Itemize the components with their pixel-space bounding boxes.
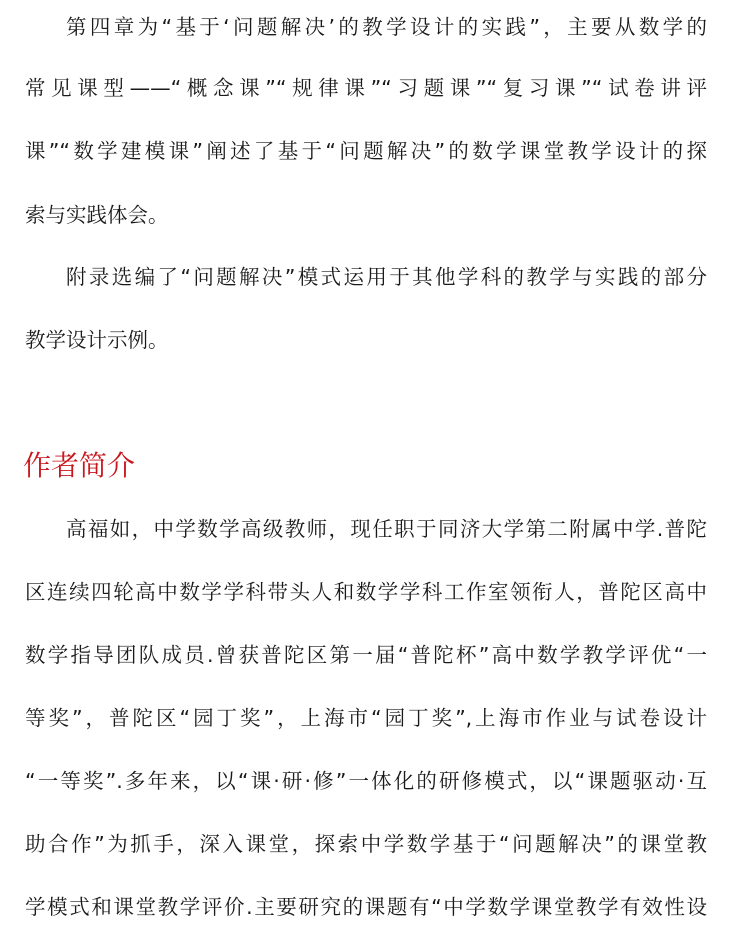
text-line: 索与实践体会。 <box>25 203 169 227</box>
text-line: 第四章为“基于‘问题解决’的教学设计的实践”，主要从数学的 <box>66 15 707 39</box>
text-line: 数学指导团队成员.曾获普陀区第一届“普陀杯”高中数学教学评优“一 <box>25 643 707 667</box>
text-line: 教学设计示例。 <box>25 328 169 352</box>
text-line: “一等奖”.多年来，以“课·研·修”一体化的研修模式，以“课题驱动·互 <box>25 769 707 793</box>
text-line: 等奖”，普陀区“园丁奖”，上海市“园丁奖”,上海市作业与试卷设计 <box>25 706 707 730</box>
text-line: 课”“数学建模课”阐述了基于“问题解决”的数学课堂教学设计的探 <box>25 139 707 163</box>
text-line: 高福如，中学数学高级教师，现任职于同济大学第二附属中学.普陀 <box>66 517 707 541</box>
text-line: 助合作”为抓手，深入课堂，探索中学数学基于“问题解决”的课堂教 <box>25 832 707 856</box>
text-line: 学模式和课堂教学评价.主要研究的课题有“中学数学课堂教学有效性设 <box>25 895 707 919</box>
text-line: 区连续四轮高中数学学科带头人和数学学科工作室领衔人，普陀区高中 <box>25 580 707 604</box>
text-line: 附录选编了“问题解决”模式运用于其他学科的教学与实践的部分 <box>66 265 707 289</box>
text-line: 常见课型——“概念课”“规律课”“习题课”“复习课”“试卷讲评 <box>25 76 707 100</box>
section-heading: 作者简介 <box>23 449 136 482</box>
